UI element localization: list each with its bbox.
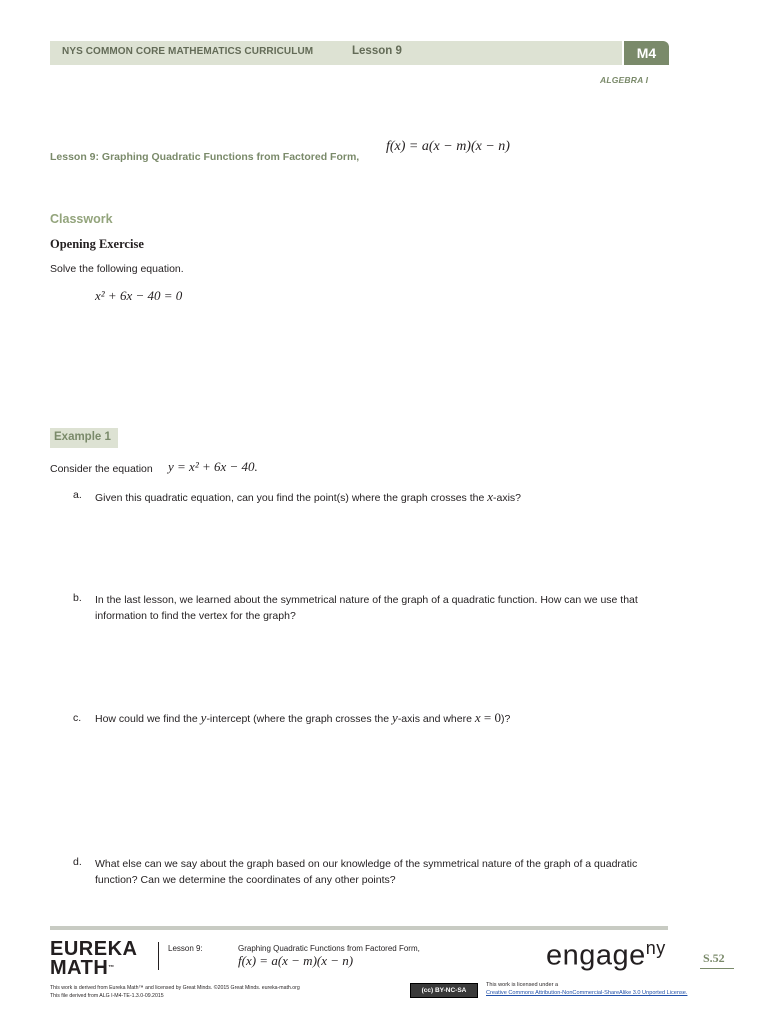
- question-letter: b.: [73, 592, 82, 604]
- header-lesson: Lesson 9: [352, 45, 402, 57]
- question-c-text-mid1: -intercept (where the graph crosses the: [206, 713, 393, 725]
- question-c: [95, 710, 665, 727]
- question-c-text-end: )?: [500, 713, 511, 725]
- question-c-var1: y: [200, 710, 207, 725]
- module-tab: M4: [624, 41, 669, 65]
- question-letter: d.: [73, 856, 82, 868]
- license-line-1: This work is licensed under a: [486, 982, 559, 988]
- engage-word: engage: [546, 939, 646, 972]
- question-a-text: Given this quadratic equation, can you find the point(s) where the graph crosses the: [95, 492, 488, 504]
- question-c-var3: x: [474, 710, 481, 725]
- opening-exercise-heading: Opening Exercise: [50, 237, 144, 251]
- question-a: [95, 489, 665, 506]
- subject-label: ALGEBRA I: [600, 75, 649, 85]
- question-c-text-mid2: -axis and where: [397, 713, 475, 725]
- lesson-title-formula: f(x) = a(x − m)(x − n): [386, 139, 510, 154]
- opening-exercise-prompt: Solve the following equation.: [50, 263, 184, 275]
- legal-notice: [50, 984, 300, 1000]
- footer-separator: [158, 942, 159, 970]
- engage-ny: ny: [645, 938, 666, 958]
- question-a-text-end: -axis?: [493, 492, 522, 504]
- lesson-title: Lesson 9: Graphing Quadratic Functions from Factored Form,: [50, 151, 360, 163]
- page-number: S.52: [703, 951, 725, 965]
- example-intro: Consider the equation: [50, 463, 153, 475]
- example-label: Example 1: [54, 431, 111, 443]
- logo-math: MATH: [50, 957, 109, 979]
- engageny-logo: [546, 938, 666, 973]
- question-c-var2: y: [392, 710, 398, 725]
- question-a-var: x: [487, 489, 494, 504]
- footer-divider: [50, 926, 668, 930]
- license-notice: [486, 981, 687, 997]
- page-number-rule: [700, 968, 734, 969]
- license-link[interactable]: Creative Commons Attribution-NonCommercial-ShareAlike 3.0 Unported License.: [486, 990, 688, 996]
- question-c-text: How could we find the: [95, 713, 201, 725]
- question-c-eq: = 0: [480, 710, 501, 725]
- logo-line-2: [50, 959, 137, 978]
- question-letter: c.: [73, 712, 82, 724]
- curriculum-name: NYS COMMON CORE MATHEMATICS CURRICULUM: [62, 46, 314, 57]
- question-b: In the last lesson, we learned about the symmetrical nature of the graph of a quadratic function. How can we use that information to find the vertex for the graph?: [95, 594, 638, 622]
- question-d: What else can we say about the graph based on our knowledge of the symmetrical nature of the graph of a quadratic function? Can we determine the coordinates of any other points?: [95, 858, 638, 886]
- logo-line-1: EUREKA: [50, 938, 138, 960]
- footer-formula: f(x) = a(x − m)(x − n): [238, 953, 354, 968]
- classwork-heading: Classwork: [50, 212, 113, 226]
- opening-equation: x² + 6x − 40 = 0: [95, 288, 183, 303]
- legal-line-2: This file derived from ALG I-M4-TE-1.3.0-09.2015: [50, 993, 164, 999]
- logo-trademark: ™: [108, 965, 115, 971]
- eureka-math-logo: [50, 940, 137, 978]
- question-letter: a.: [73, 489, 82, 501]
- footer-title: Graphing Quadratic Functions from Factored Form,: [238, 944, 420, 953]
- footer-lesson: Lesson 9:: [168, 944, 203, 953]
- example-equation: y = x² + 6x − 40.: [168, 459, 258, 474]
- legal-line-1: This work is derived from Eureka Math™ and licensed by Great Minds. ©2015 Great Minds. eureka-math.org: [50, 985, 300, 991]
- cc-license-badge-icon: (cc) BY-NC-SA: [410, 983, 478, 998]
